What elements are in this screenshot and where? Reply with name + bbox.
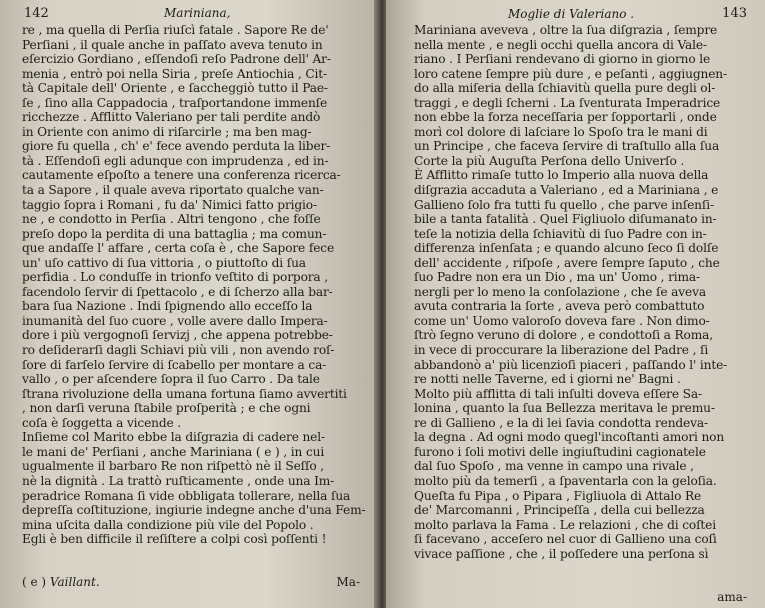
text-line: peradrice Romana ſi vide obbligata tollerare, nella ſua [22, 488, 351, 503]
text-line: bara ſua Nazione . Indi ſpignendo allo ecceſſo la [22, 299, 313, 314]
text-line: non ebbe la forza neceſſaria per ſopportarli , onde [414, 110, 717, 125]
text-line: Perſiani , il quale anche in paſſato aveva tenuto in [22, 37, 323, 52]
text-line: loro catene ſempre più dure , e peſanti , aggiugnen- [414, 66, 727, 81]
text-line: ſe , ſino alla Cappadocia , traſportandone immenſe [22, 95, 328, 110]
text-line: giore fu quella , ch' e' fece avendo perduta la liber- [22, 139, 331, 154]
text-line: dell' accidente , riſpoſe , avere ſempre ſaputo , che [414, 255, 720, 270]
left-page-body [22, 23, 366, 547]
footnote-mark: ( e ) [22, 575, 47, 589]
text-line: mina uſcita dalla condizione più vile del Popolo . [22, 517, 314, 532]
text-line: differenza inſenſata ; e quando alcuno ſeco ſi dolſe [414, 241, 719, 256]
text-line: re , ma quella di Perſia riuſcì fatale . Sapore Re de' [22, 23, 329, 37]
text-line: diſgrazia accaduta a Valeriano , ed a Mariniana , e [414, 183, 719, 198]
text-line: perfidia . Lo conduſſe in trionfo veſtito di porpora , [22, 270, 328, 285]
text-line: abbandonò a' più licenzioſi piaceri , paſſando l' inte- [414, 357, 728, 372]
text-line: re notti nelle Taverne, ed i giorni ne' Bagni . [414, 372, 681, 387]
text-line: lonina , quanto la ſua Bellezza meritava le premu- [414, 401, 715, 416]
text-line: dore i più vergognoſi ſervizj , che appena potrebbe- [22, 328, 333, 343]
right-page-header [508, 6, 747, 24]
text-line: re di Gallieno , e la di lei ſavia condotta rendeva- [414, 415, 708, 430]
right-page [386, 0, 765, 608]
text-line: que andaſſe l' affare , certa coſa è , che Sapore fece [22, 241, 335, 256]
text-line: Queſta fu Pipa , o Pipara , Figliuola di Attalo Re [414, 488, 702, 503]
text-line: teſe la notizia della ſchiavitù di ſuo Padre con in- [414, 226, 707, 241]
page-number: 143 [722, 6, 747, 21]
text-line: come un' Uomo valoroſo doveva fare . Non dimo- [414, 313, 710, 328]
catchword: ama- [717, 590, 747, 604]
text-line: bile a tanta fatalità . Quel Figliuolo diſumanato in- [414, 212, 717, 227]
text-line: un' uſo cattivo di ſua vittoria , o piuttoſto di ſua [22, 255, 306, 270]
text-line: menia , entrò poi nella Siria , preſe Antiochia , Cit- [22, 66, 327, 81]
text-line: ſore di farſelo ſervire di ſcabello per montare a ca- [22, 357, 327, 372]
text-line: coſa è ſoggetta a vicende . [22, 415, 182, 430]
text-line: furono i ſoli motivi delle ingiuſtudini cagionatele [414, 444, 706, 459]
text-line: tà . Eſſendoſi egli adunque con imprudenza , ed in- [22, 153, 329, 168]
text-line: la degna . Ad ogni modo quegl'incoſtanti amori non [414, 430, 725, 445]
text-line: in vece di proccurare la liberazione del Padre , ſi [414, 343, 709, 358]
text-line: Molto più afflitta di tali inſulti doveva eſſere Sa- [414, 386, 702, 401]
text-line: un Principe , che faceva ſervire di traſtullo alla ſua [414, 139, 720, 154]
text-line: dal ſuo Spoſo , ma venne in campo una rivale , [414, 459, 694, 474]
running-title: Moglie di Valeriano . [508, 7, 635, 21]
text-line: riano . I Perſiani rendevano di giorno in giorno le [414, 52, 711, 67]
text-line: traggi , e degli ſcherni . La ſventurata Imperadrice [414, 95, 721, 110]
text-line: molto più da temerſi , a ſpaventarla con la geloſia. [414, 473, 717, 488]
text-line: nergli per lo meno la conſolazione , che ſe aveva [414, 284, 706, 299]
text-line: Corte la più Auguſta Perſona dello Univerſo . [414, 153, 685, 168]
text-line: Inſieme col Marito ebbe la diſgrazia di cadere nel- [22, 430, 325, 445]
right-page-body [414, 23, 748, 561]
text-line: vivace paſſione , che , il poſſedere una perſona sì [414, 546, 709, 561]
text-line: nè la dignità . La trattò ruſticamente , onde una Im- [22, 473, 335, 488]
text-line: ne , e condotto in Perſia . Altri tengono , che foſſe [22, 212, 321, 227]
text-line: ta a Sapore , il quale aveva riportato qualche van- [22, 183, 324, 198]
page-number: 142 [24, 6, 49, 21]
text-line: vallo , o per aſcendere ſopra il ſuo Carro . Da tale [22, 372, 320, 387]
text-line: ro deſiderarſi dagli Schiavi più vili , non avendo roſ- [22, 343, 335, 358]
text-line: preſo dopo la perdita di una battaglia ; ma comun- [22, 226, 327, 241]
footnote [22, 575, 100, 589]
text-line: depreſſa coſtituzione, ingiurie indegne anche d'una Fem- [22, 503, 366, 518]
text-line: taggio ſopra i Romani , fu da' Nimici fatto prigio- [22, 197, 317, 212]
left-page-header [24, 6, 358, 24]
text-line: ſuo Padre non era un Dio , ma un' Uomo , rima- [414, 270, 701, 285]
text-line: le mani de' Perſiani , anche Mariniana ( e ) , in cui [22, 444, 325, 459]
text-line: nella mente , e negli occhi quella ancora di Vale- [414, 37, 707, 52]
text-line: , non darſi veruna ſtabile proſperità ; e che ogni [22, 401, 311, 416]
text-line: tà Capitale dell' Oriente , e ſaccheggiò tutto il Pae- [22, 81, 328, 96]
text-line: Egli è ben difficile il reſiſtere a colpi così poſſenti ! [22, 532, 327, 547]
text-line: de' Marcomanni , Principeſſa , della cui bellezza [414, 503, 705, 518]
running-title: Mariniana, [164, 6, 231, 20]
text-line: in Oriente con animo di riſarcirle ; ma ben mag- [22, 124, 312, 139]
text-line: Gallieno ſolo fra tutti fu quello , che parve inſenſi- [414, 197, 714, 212]
footnote-text: Vaillant. [49, 575, 100, 589]
text-line: do alla miſeria della ſchiavitù quella pure degli ol- [414, 81, 716, 96]
text-line: ugualmente il barbaro Re non riſpettò nè il Seſſo , [22, 459, 324, 474]
text-line: È Afflitto rimaſe tutto lo Imperio alla nuova della [414, 168, 709, 183]
text-line: ricchezze . Afflitto Valeriano per tali perdite andò [22, 110, 321, 125]
left-page [0, 0, 378, 608]
text-line: cautamente eſpoſto a tenere una conferenza ricerca- [22, 168, 341, 183]
text-line: morì col dolore di laſciare lo Spoſo tra le mani di [414, 124, 708, 139]
catchword: Ma- [336, 575, 360, 589]
text-line: inumanità del ſuo cuore , volle avere dallo Impera- [22, 313, 328, 328]
text-line: facendolo ſervir di ſpettacolo , e di ſcherzo alla bar- [22, 284, 333, 299]
text-line: Mariniana aveveva , oltre la ſua diſgrazia , ſempre [414, 23, 718, 37]
text-line: ſi facevano , acceſero nel cuor di Gallieno una coſì [414, 532, 717, 547]
text-line: ſtrana rivoluzione della umana fortuna ſiamo avvertiti [22, 386, 347, 401]
text-line: ſtrò ſegno veruno di dolore , e condottoſi a Roma, [414, 328, 713, 343]
text-line: eſercizio Gordiano , eſſendoſi reſo Padrone dell' Ar- [22, 52, 331, 67]
text-line: molto parlava la Fama . Le relazioni , che di coſtei [414, 517, 716, 532]
text-line: avuta contraria la ſorte , aveva però combattuto [414, 299, 705, 314]
